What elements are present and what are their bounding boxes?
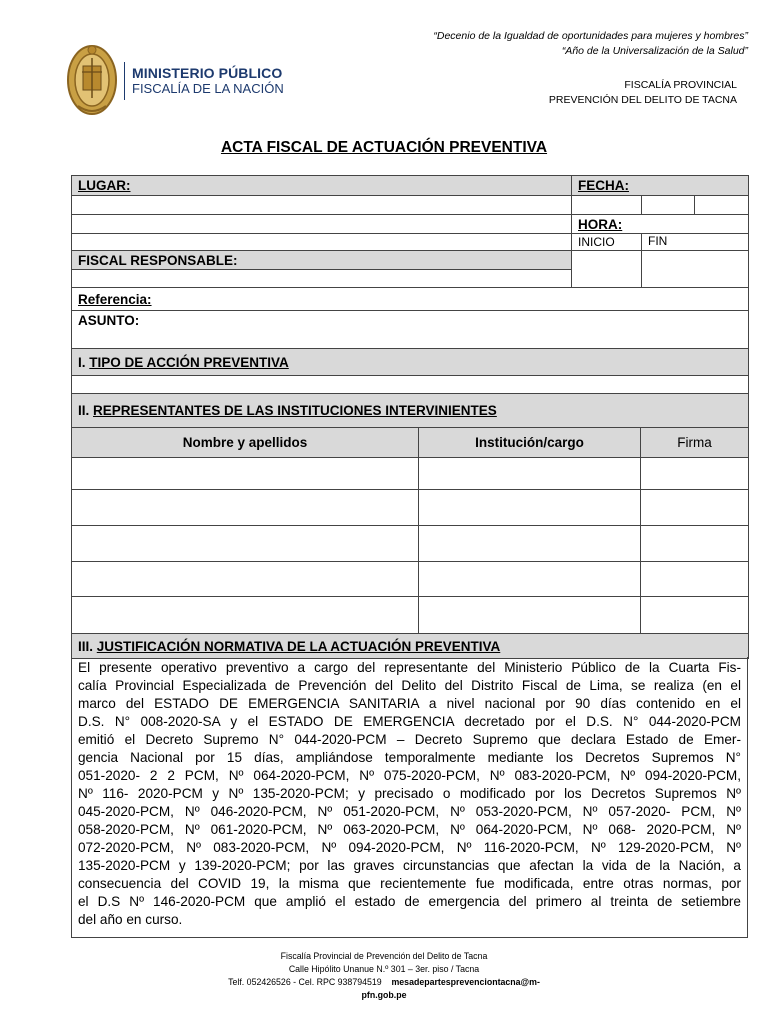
logo-sub-text: FISCALÍA DE LA NACIÓN — [132, 81, 284, 96]
justification-line: D.S. N° 008-2020-SA y el ESTADO DE EMERGENCIA decretado por el D.S. N° 044-2020-PCM — [78, 714, 741, 729]
fiscal-label: FISCAL RESPONSABLE: — [72, 251, 572, 270]
column-header-nombre: Nombre y apellidos — [72, 428, 419, 458]
lugar-field[interactable] — [72, 196, 572, 215]
footer-line-4: pfn.gob.pe — [361, 990, 407, 1000]
fin-label: FIN — [642, 234, 749, 251]
firma-cell[interactable] — [641, 490, 749, 526]
letterhead — [0, 0, 768, 130]
justification-line: Nº 116- 2020-PCM y Nº 135-2020-PCM; y precisado o modificado por los Decretos Supremos Nº — [78, 786, 741, 801]
header-quote-2: “Año de la Universalización de la Salud” — [561, 45, 748, 57]
section-3-title: JUSTIFICACIÓN NORMATIVA DE LA ACTUACIÓN PREVENTIVA — [96, 638, 501, 654]
nombre-cell[interactable] — [72, 526, 419, 562]
inicio-label: INICIO — [572, 234, 642, 251]
header-fields-table — [71, 175, 749, 251]
referencia-table — [71, 287, 749, 428]
footer-email: mesadepartesprevenciontacna@m- — [391, 977, 540, 987]
lugar-field-2[interactable] — [72, 215, 572, 234]
fecha-month-field[interactable] — [642, 196, 695, 215]
representatives-table — [71, 427, 749, 634]
hora-inicio-field[interactable] — [572, 251, 642, 288]
footer-line-1: Fiscalía Provincial de Prevención del Delito de Tacna — [280, 951, 488, 961]
firma-cell[interactable] — [641, 562, 749, 597]
section-2-title: REPRESENTANTES DE LAS INSTITUCIONES INTERVINIENTES — [93, 403, 497, 418]
document-title: ACTA FISCAL DE ACTUACIÓN PREVENTIVA — [220, 139, 548, 156]
office-name-2: PREVENCIÓN DEL DELITO DE TACNA — [548, 94, 737, 106]
institucion-cell[interactable] — [419, 562, 641, 597]
tipo-accion-field[interactable] — [72, 376, 749, 394]
column-header-firma: Firma — [641, 428, 749, 458]
justification-line: 072-2020-PCM, Nº 083-2020-PCM, Nº 094-2020-PCM, Nº 116-2020-PCM, Nº 129-2020-PCM, Nº — [78, 840, 741, 855]
section-2-heading — [72, 394, 749, 428]
nombre-cell[interactable] — [72, 458, 419, 490]
fecha-day-field[interactable] — [572, 196, 642, 215]
justification-line: el D.S Nº 146-2020-PCM que amplió el estado de emergencia del primero al treinta de setiembre — [78, 894, 741, 909]
section-2-number: II. — [78, 403, 94, 418]
header-quote-1: “Decenio de la Igualdad de oportunidades para mujeres y hombres” — [433, 30, 748, 42]
office-name-1: FISCALÍA PROVINCIAL — [624, 79, 737, 91]
logo-main-text: MINISTERIO PÚBLICO — [132, 65, 283, 81]
fecha-label: FECHA: — [572, 176, 749, 196]
firma-cell[interactable] — [641, 526, 749, 562]
column-header-institucion: Institución/cargo — [419, 428, 641, 458]
section-3-table — [71, 633, 749, 659]
firma-cell[interactable] — [641, 458, 749, 490]
nombre-cell[interactable] — [72, 597, 419, 634]
section-1-heading — [72, 349, 749, 376]
institucion-cell[interactable] — [419, 597, 641, 634]
section-1-title: TIPO DE ACCIÓN PREVENTIVA — [89, 354, 289, 370]
firma-cell[interactable] — [641, 597, 749, 634]
table-row — [72, 526, 749, 562]
nombre-cell[interactable] — [72, 490, 419, 526]
justification-line: 045-2020-PCM, Nº 046-2020-PCM, Nº 051-2020-PCM, Nº 053-2020-PCM, Nº 057-2020- PCM, Nº — [78, 804, 741, 819]
footer-line-3 — [0, 976, 768, 989]
table-row — [72, 490, 749, 526]
justification-text — [71, 657, 748, 938]
justification-line: 058-2020-PCM, Nº 061-2020-PCM, Nº 063-2020-PCM, Nº 064-2020-PCM, Nº 068- 2020-PCM, Nº — [78, 822, 741, 837]
fecha-year-field[interactable] — [695, 196, 749, 215]
section-3-heading — [72, 634, 749, 659]
table-row — [72, 597, 749, 634]
fiscal-field[interactable] — [72, 270, 572, 288]
justification-line: 051-2020- 2 2 PCM, Nº 064-2020-PCM, Nº 075-2020-PCM, Nº 083-2020-PCM, Nº 094-2020-PCM, — [78, 768, 741, 783]
page-footer — [0, 950, 768, 1002]
asunto-label: ASUNTO: — [72, 311, 749, 349]
lugar-field-3[interactable] — [72, 234, 572, 251]
justification-line: del año en curso. — [78, 912, 183, 927]
institucion-cell[interactable] — [419, 490, 641, 526]
lugar-label: LUGAR: — [72, 176, 572, 196]
table-row — [72, 562, 749, 597]
justification-line: consecuencia del COVID 19, la misma que recientemente fue modificada, entre otras normas, por — [78, 876, 741, 891]
footer-line-2: Calle Hipólito Unanue N.º 301 – 3er. piso / Tacna — [288, 964, 480, 974]
justification-line: El presente operativo preventivo a cargo del representante del Ministerio Público de la Cuarta Fis- — [78, 660, 741, 675]
justification-line: gencia Nacional por 15 días, ampliándose temporalmente mediante los Decretos Supremos N° — [78, 750, 741, 765]
justification-line: marco del ESTADO DE EMERGENCIA SANITARIA a nivel nacional por 90 días contenido en el — [78, 696, 741, 711]
nombre-cell[interactable] — [72, 562, 419, 597]
section-1-number: I. — [78, 354, 90, 370]
institucion-cell[interactable] — [419, 526, 641, 562]
seal-emblem-icon — [66, 40, 118, 118]
justification-line: calía Provincial Especializada de Prevención del Delito del Distrito Fiscal de Lima, se realiza (en el — [78, 678, 741, 693]
logo-divider — [124, 62, 125, 100]
referencia-label: Referencia: — [72, 288, 749, 311]
justification-line: emitió el Decreto Supremo N° 044-2020-PCM – Decreto Supremo que declara Estado de Emer- — [78, 732, 741, 747]
footer-phone: Telf. 052426526 - Cel. RPC 938794519 — [228, 977, 382, 987]
institucion-cell[interactable] — [419, 458, 641, 490]
fiscal-table — [71, 250, 749, 288]
justification-line: 135-2020-PCM y 139-2020-PCM; por las graves circunstancias que afectan la vida de la Nación, a — [78, 858, 741, 873]
table-row — [72, 458, 749, 490]
act-form — [71, 175, 748, 938]
section-3-number: III. — [78, 638, 97, 654]
table-header-row — [72, 428, 749, 458]
hora-label: HORA: — [572, 215, 749, 234]
hora-fin-field[interactable] — [642, 251, 749, 288]
